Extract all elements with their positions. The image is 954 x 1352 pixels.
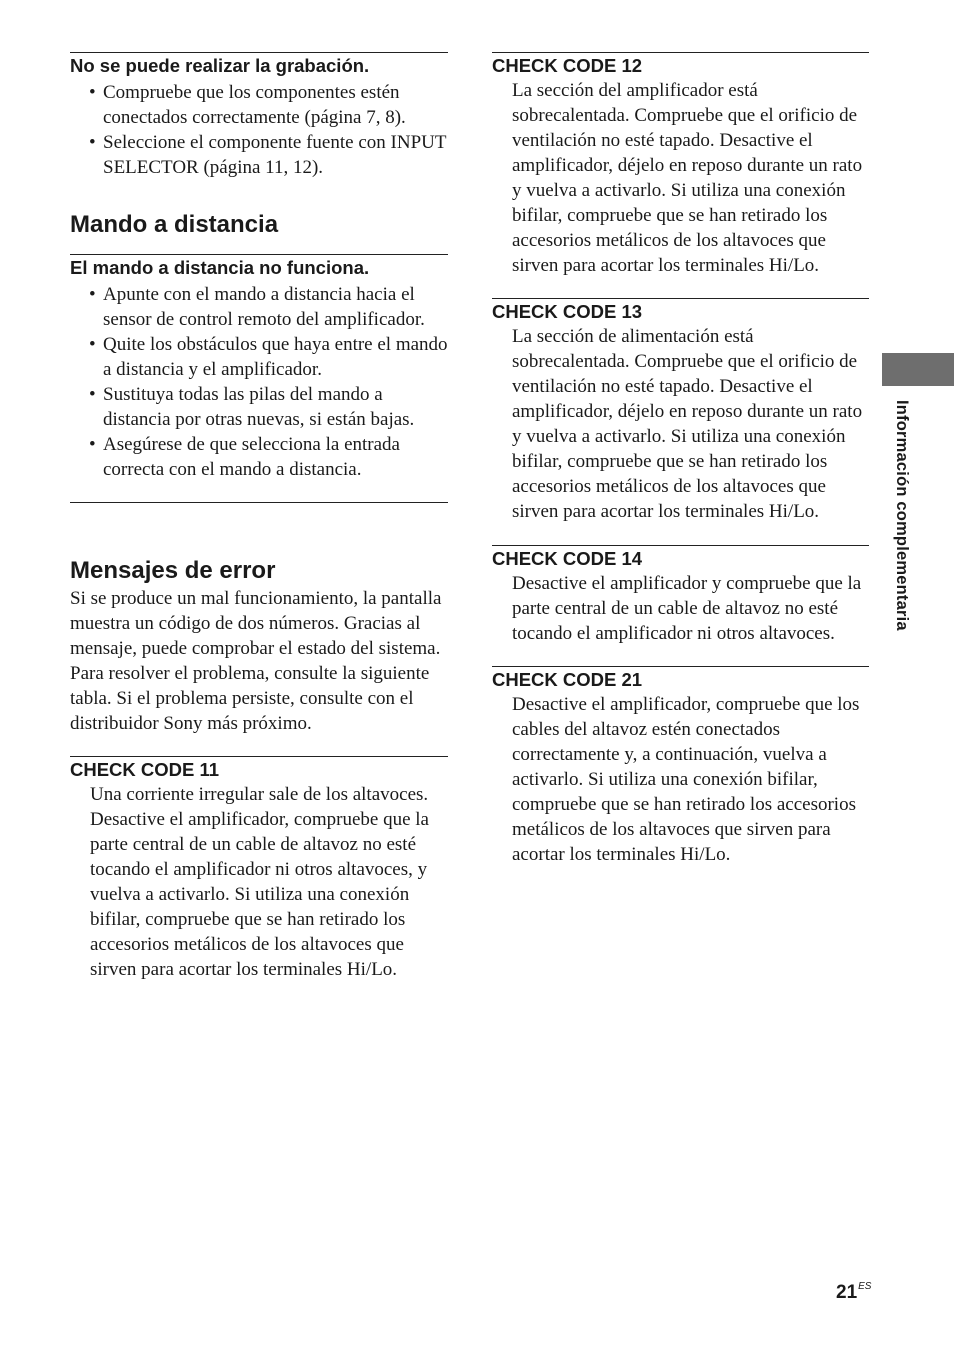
list-item: • Apunte con el mando a distancia hacia el sensor de control remoto del amplificador. [70,282,448,332]
left-column [70,52,448,982]
side-section-label: Información complementaria [893,400,911,631]
check-code-13-text: La sección de alimentación está sobrecalentada. Compruebe que el orificio de ventilación no esté tapado. Desactive el amplificador, déjelo en reposo durante un rato y vuelva a activarlo. Si utiliza una conexión bifilar, compruebe que se han retirado los accesorios metálicos de los altavoces que sirven para acortar los terminales Hi/Lo. [512,326,863,522]
no-grabacion-heading: No se puede realizar la grabación. [70,52,448,78]
check-code-21-heading: CHECK CODE 21 [492,666,869,692]
list-item: • Sustituya todas las pilas del mando a distancia por otras nuevas, si están bajas. [70,382,448,432]
no-grabacion-list [70,80,448,180]
mando-list [70,282,448,482]
check-code-11-text: Una corriente irregular sale de los altavoces. Desactive el amplificador, compruebe que la parte central de un cable de altavoz no esté tocando el amplificador ni otros altavoces, y vuelva a activarlo. Si utiliza una conexión bifilar, compruebe que se han retirado los accesorios metálicos de los altavoces que sirven para acortar los terminales Hi/Lo. [90,784,429,980]
right-column [492,52,869,867]
errores-intro: Si se produce un mal funcionamiento, la pantalla muestra un código de dos números. Gracias al mensaje, puede comprobar el estado del sistema. Para resolver el problema, consulte la siguiente tabla. Si el problema persiste, consulte con el distribuidor Sony más próximo. [70,588,442,734]
mando-section-title: Mando a distancia [70,211,279,238]
page-language-suffix: ES [858,1281,872,1292]
list-item: • Compruebe que los componentes estén conectados correctamente (página 7, 8). [70,80,448,130]
check-code-12-heading: CHECK CODE 12 [492,52,869,78]
mando-heading: El mando a distancia no funciona. [70,254,448,280]
check-code-14-heading: CHECK CODE 14 [492,545,869,571]
section-divider [70,502,448,503]
list-item: • Seleccione el componente fuente con INPUT SELECTOR (página 11, 12). [70,130,448,180]
check-code-13-heading: CHECK CODE 13 [492,298,869,324]
side-tab-marker [882,353,954,386]
page-number [836,1282,871,1304]
list-item: • Asegúrese de que selecciona la entrada correcta con el mando a distancia. [70,432,448,482]
check-code-21-text: Desactive el amplificador, compruebe que los cables del altavoz estén conectados correctamente y, a continuación, vuelva a activarlo. Si utiliza una conexión bifilar, compruebe que se han retirado los accesorios metálicos de los altavoces que sirven para acortar los terminales Hi/Lo. [512,694,860,865]
page-number-value: 21 [836,1282,858,1303]
list-item: • Quite los obstáculos que haya entre el mando a distancia y el amplificador. [70,332,448,382]
errores-section-title: Mensajes de error [70,557,276,584]
check-code-14-text: Desactive el amplificador y compruebe que la parte central de un cable de altavoz no esté tocando el amplificador ni otros altavoces. [512,573,862,644]
check-code-12-text: La sección del amplificador está sobrecalentada. Compruebe que el orificio de ventilación no esté tapado. Desactive el amplificador, déjelo en reposo durante un rato y vuelva a activarlo. Si utiliza una conexión bifilar, compruebe que se han retirado los accesorios metálicos de los altavoces que sirven para acortar los terminales Hi/Lo. [512,80,863,276]
check-code-11-heading: CHECK CODE 11 [70,756,448,782]
